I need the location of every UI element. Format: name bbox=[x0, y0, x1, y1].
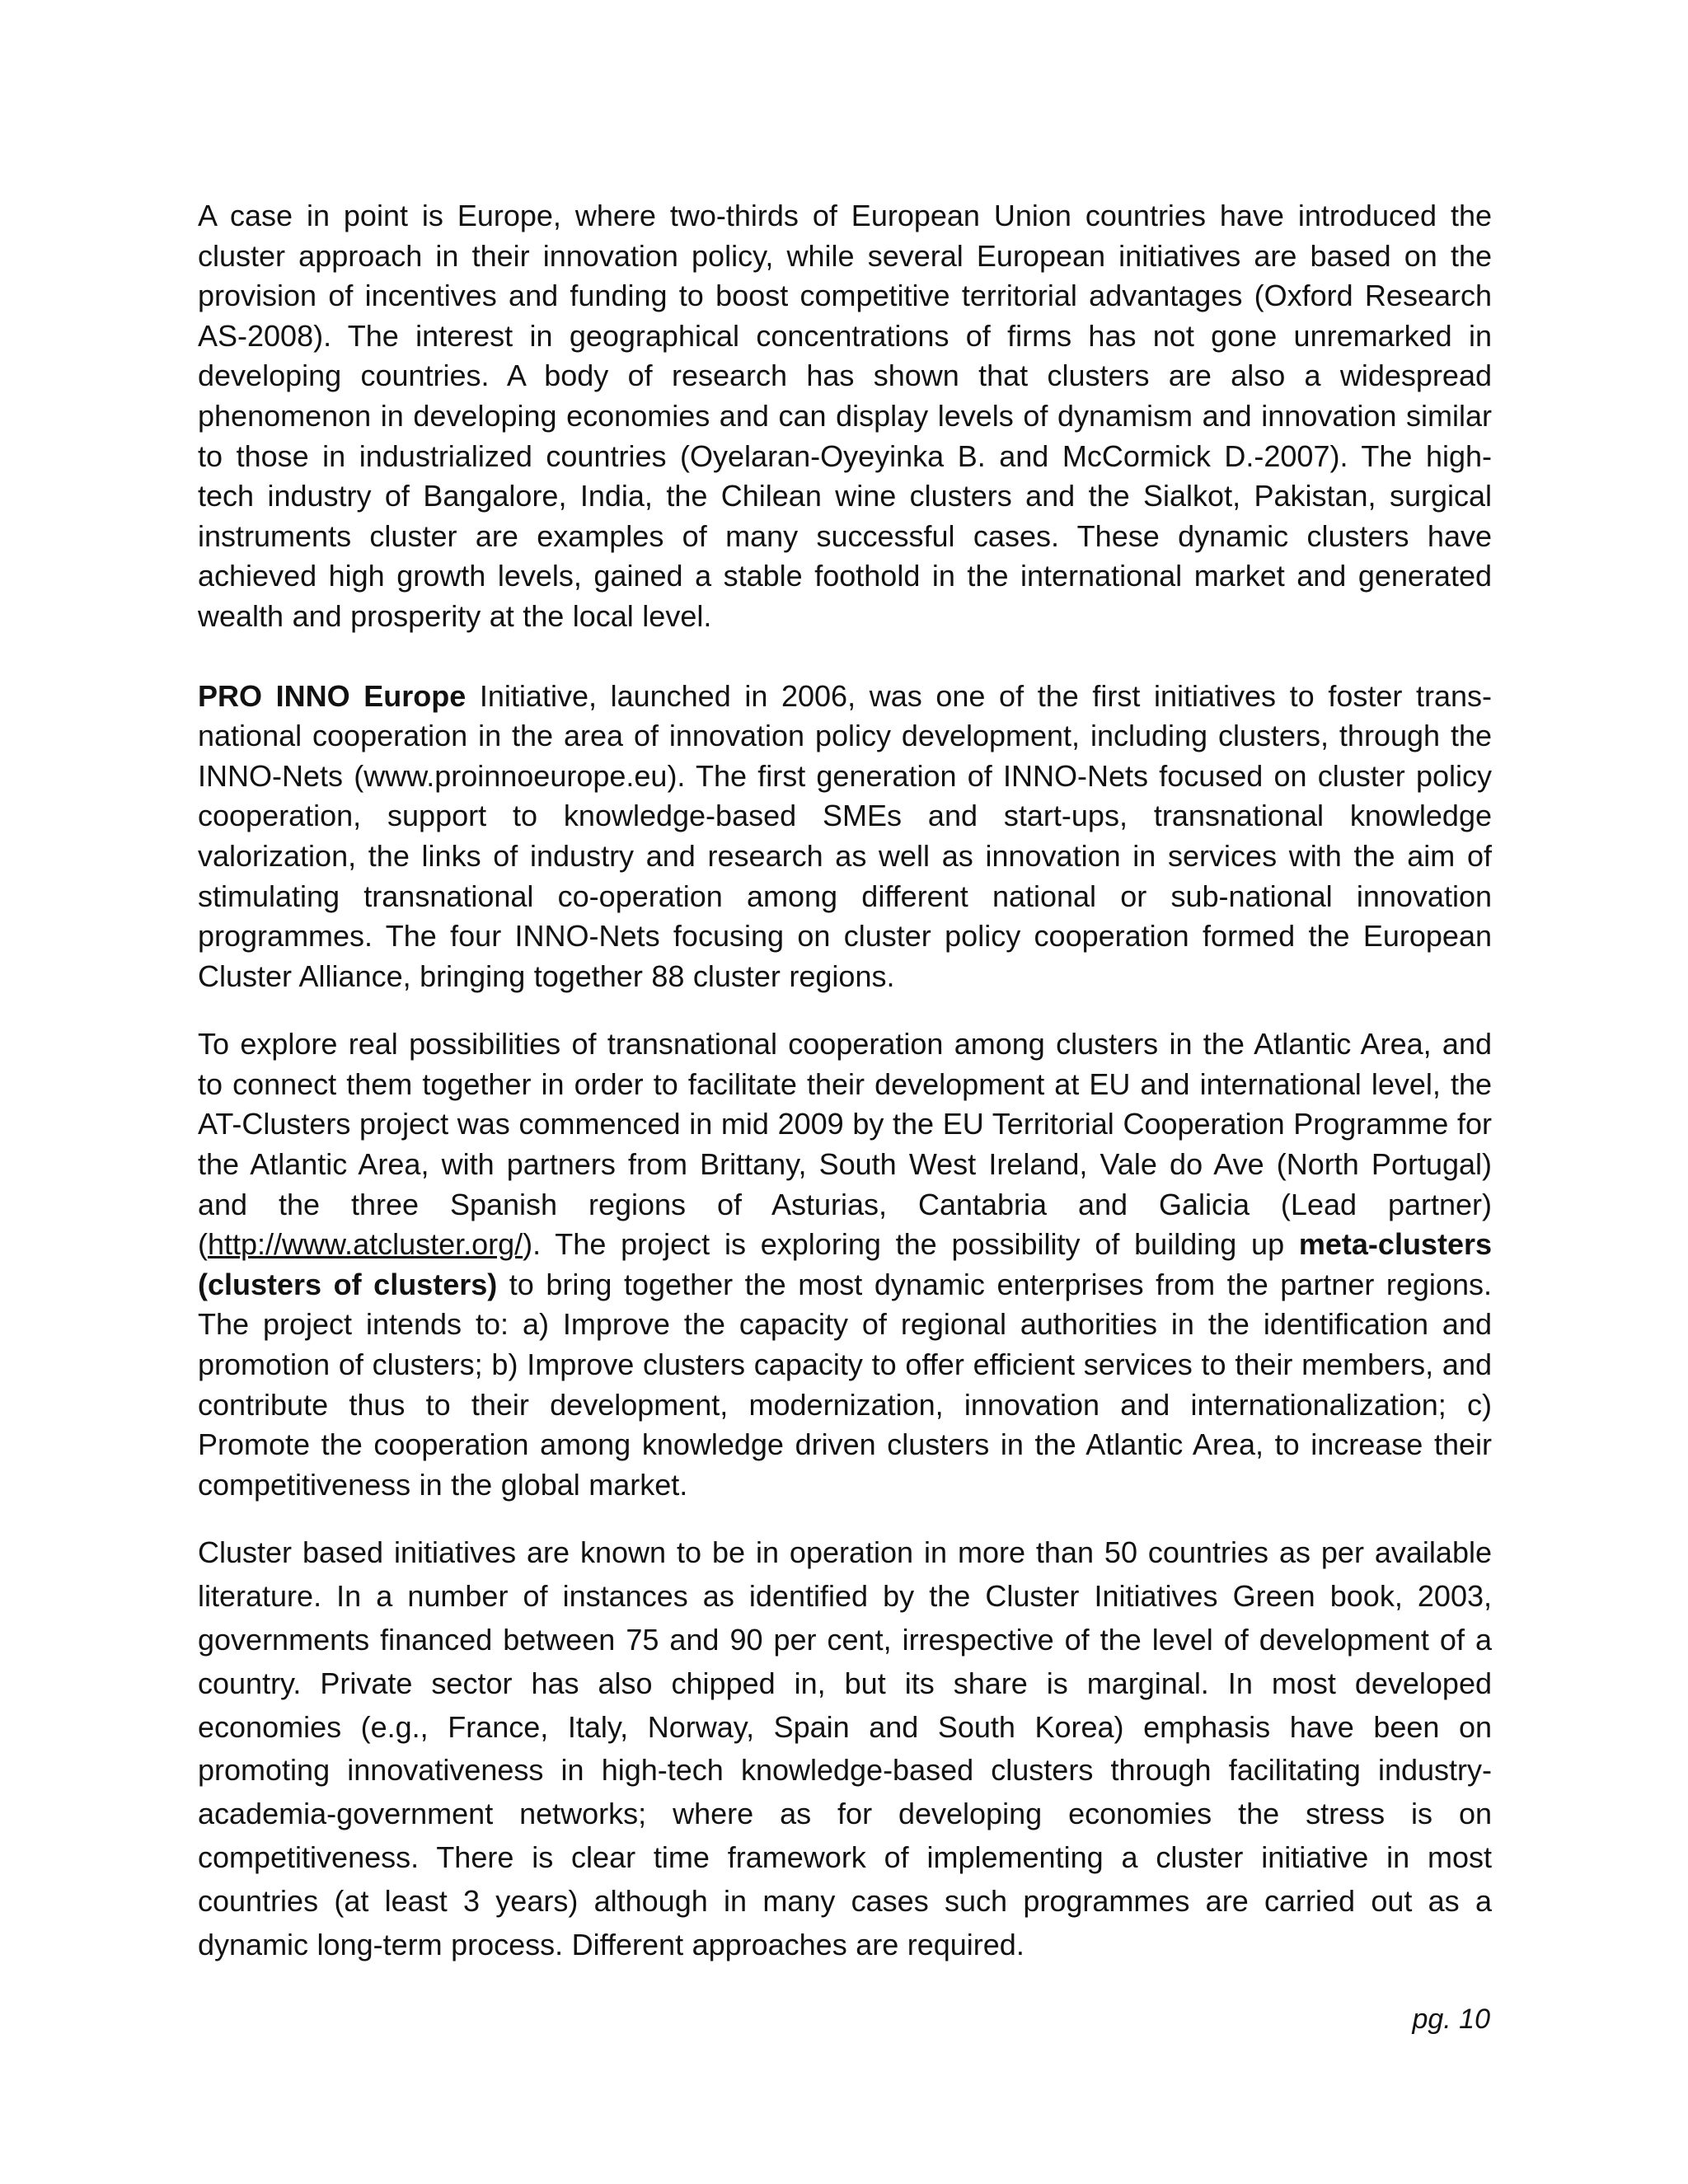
pro-inno-europe-text: Initiative, launched in 2006, was one of the first initiatives to foster trans-national cooperation in the area of innovation policy development, including clusters, through the INNO-Nets (www.proinnoeurope.eu). The first generation of INNO-Nets focused on cluster policy cooperation, support to knowledge-based SMEs and start-ups, transnational knowledge valorization, the links of industry and research as well as innovation in services with the aim of stimulating transnational co-operation among different national or sub-national innovation programmes. The four INNO-Nets focusing on cluster policy cooperation formed the European Cluster Alliance, bringing together 88 cluster regions. bbox=[198, 678, 1493, 993]
paragraph-cluster-initiatives: Cluster based initiatives are known to be in operation in more than 50 countries as per available literature. In a number of instances as identified by the Cluster Initiatives Green book, 2003, governments financed between 75 and 90 per cent, irrespective of the level of development of a country. Private sector has also chipped in, but its share is marginal. In most developed economies (e.g., France, Italy, Norway, Spain and South Korea) emphasis have been on promoting innovativeness in high-tech knowledge-based clusters through facilitating industry-academia-government networks; where as for developing economies the stress is on competitiveness. There is clear time framework of implementing a cluster initiative in most countries (at least 3 years) although in many cases such programmes are carried out as a dynamic long-term process. Different approaches are required. bbox=[198, 1535, 1492, 1961]
paragraph-pro-inno-europe bbox=[198, 677, 1492, 997]
paragraph-at-clusters-project bbox=[198, 1024, 1492, 1505]
at-clusters-text-c: to bring together the most dynamic enterprises from the partner regions. The project intends to: a) Improve the capacity of regional authorities in the identification and promotion of clusters; b) Improve clusters capacity to offer efficient services to their members, and contribute thus to their development, modernization, innovation and internationalization; c) Promote the cooperation among knowledge driven clusters in the Atlantic Area, to increase their competitiveness in the global market. bbox=[198, 1267, 1492, 1502]
at-clusters-text-a: To explore real possibilities of transnational cooperation among clusters in the Atlantic Area, and to connect them together in order to facilitate their development at EU and international level, the AT-Clusters project was commenced in mid 2009 by the EU Territorial Cooperation Programme for the Atlantic Area, with partners from Brittany, South West Ireland, Vale do Ave (North Portugal) and the three Spanish regions of Asturias, Cantabria and Galicia (Lead partner) ( bbox=[198, 1027, 1492, 1262]
atcluster-link[interactable]: http://www.atcluster.org/ bbox=[208, 1227, 523, 1262]
paragraph-europe-cluster-approach: A case in point is Europe, where two-thirds of European Union countries have introduced the cluster approach in their innovation policy, while several European initiatives are based on the provision of incentives and funding to boost competitive territorial advantages (Oxford Research AS-2008). The interest in geographical concentrations of firms has not gone unremarked in developing countries. A body of research has shown that clusters are also a widespread phenomenon in developing economies and can display levels of dynamism and innovation similar to those in industrialized countries (Oyelaran-Oyeyinka B. and McCormick D.-2007). The high-tech industry of Bangalore, India, the Chilean wine clusters and the Sialkot, Pakistan, surgical instruments cluster are examples of many successful cases. These dynamic clusters have achieved high growth levels, gained a stable foothold in the international market and generated wealth and prosperity at the local level. bbox=[198, 199, 1492, 633]
document-body bbox=[198, 196, 1492, 1966]
meta-clusters-term: meta-clusters (clusters of clusters) bbox=[198, 1227, 1492, 1301]
pro-inno-europe-heading: PRO INNO Europe bbox=[198, 678, 467, 713]
at-clusters-text-b: ). The project is exploring the possibility of building up bbox=[523, 1227, 1299, 1262]
page-number: pg. 10 bbox=[1412, 2004, 1490, 2035]
